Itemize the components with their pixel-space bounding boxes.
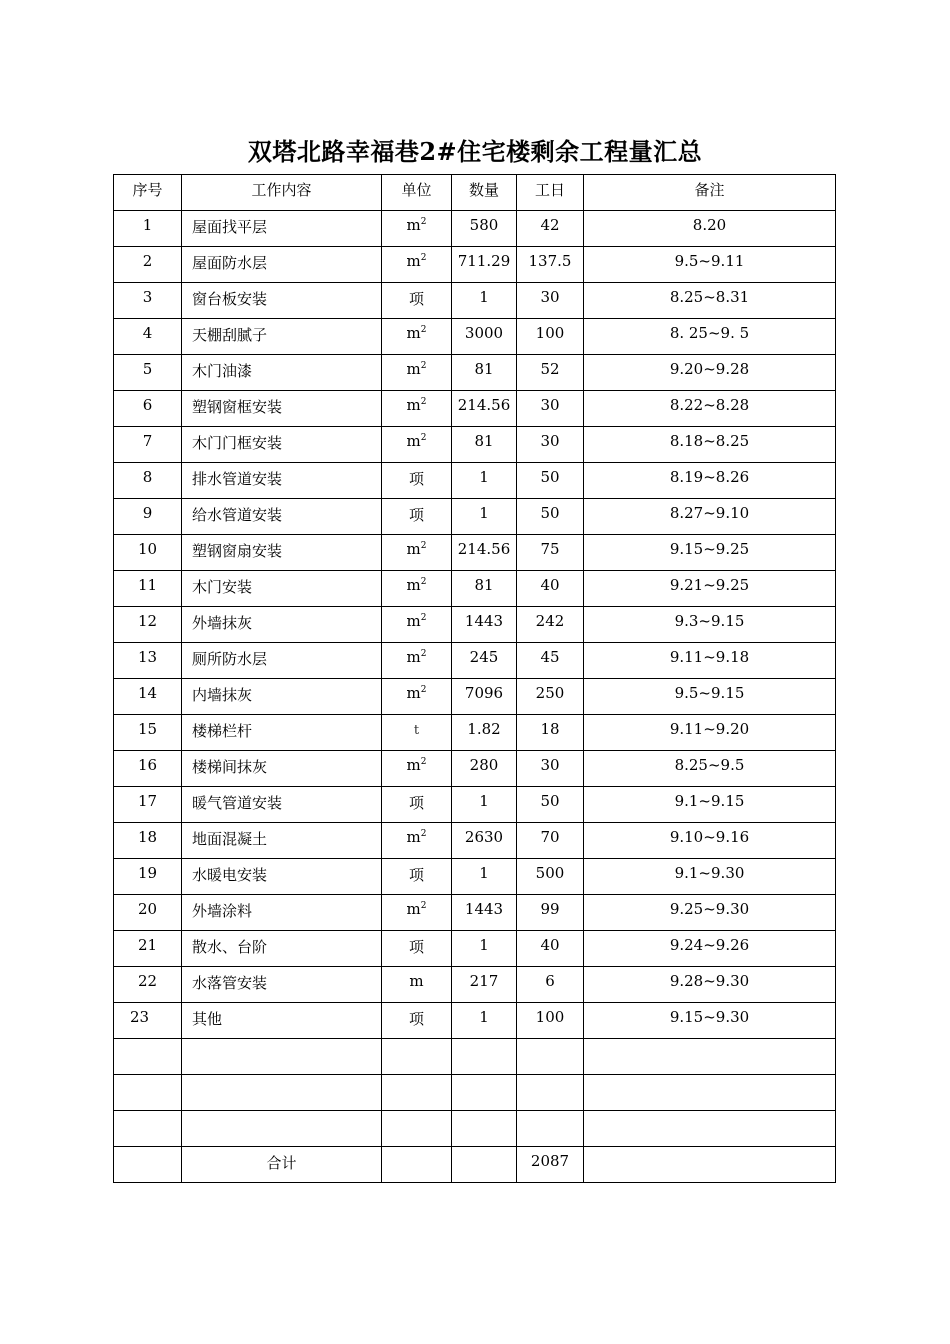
row-quantity: 1443 <box>452 895 517 931</box>
table-body <box>114 211 836 1183</box>
row-quantity: 214.56 <box>452 535 517 571</box>
empty-cell <box>517 1111 584 1147</box>
unit-text: m <box>406 396 421 414</box>
row-work-content: 其他 <box>182 1003 382 1039</box>
unit-text: m <box>406 576 421 594</box>
row-unit <box>382 283 452 319</box>
empty-cell <box>382 1075 452 1111</box>
table-row <box>114 355 836 391</box>
table-row <box>114 499 836 535</box>
row-remarks: 9.28~9.30 <box>584 967 836 1003</box>
unit-superscript: 2 <box>420 829 427 839</box>
table-row <box>114 643 836 679</box>
row-quantity: 1 <box>452 787 517 823</box>
unit-text: 项 <box>408 866 424 884</box>
row-workdays: 50 <box>517 787 584 823</box>
row-remarks: 9.24~9.26 <box>584 931 836 967</box>
row-index: 9 <box>114 499 182 535</box>
table-row <box>114 679 836 715</box>
row-unit <box>382 787 452 823</box>
row-work-content: 塑钢窗框安装 <box>182 391 382 427</box>
row-remarks: 8.25~9.5 <box>584 751 836 787</box>
table-row <box>114 787 836 823</box>
row-workdays: 40 <box>517 571 584 607</box>
row-remarks: 9.3~9.15 <box>584 607 836 643</box>
unit-text: 项 <box>408 794 424 812</box>
table-row <box>114 1003 836 1039</box>
row-quantity: 81 <box>452 355 517 391</box>
row-quantity: 580 <box>452 211 517 247</box>
total-label: 合计 <box>182 1147 382 1183</box>
row-quantity: 81 <box>452 571 517 607</box>
table-row <box>114 931 836 967</box>
row-workdays: 75 <box>517 535 584 571</box>
unit-text: m <box>406 216 421 234</box>
unit-superscript: 2 <box>420 757 427 767</box>
row-workdays: 70 <box>517 823 584 859</box>
row-index: 14 <box>114 679 182 715</box>
row-work-content: 楼梯间抹灰 <box>182 751 382 787</box>
row-index: 17 <box>114 787 182 823</box>
row-index: 15 <box>114 715 182 751</box>
row-remarks: 9.11~9.18 <box>584 643 836 679</box>
unit-superscript: 2 <box>420 397 427 407</box>
empty-cell <box>114 1039 182 1075</box>
row-unit <box>382 247 452 283</box>
row-workdays: 50 <box>517 499 584 535</box>
row-index: 8 <box>114 463 182 499</box>
row-remarks: 9.1~9.15 <box>584 787 836 823</box>
row-index: 23 <box>114 1003 182 1039</box>
row-index: 16 <box>114 751 182 787</box>
row-work-content: 屋面防水层 <box>182 247 382 283</box>
row-remarks: 9.5~9.11 <box>584 247 836 283</box>
empty-cell <box>452 1111 517 1147</box>
table-row <box>114 823 836 859</box>
row-index: 20 <box>114 895 182 931</box>
table-row <box>114 859 836 895</box>
row-quantity: 1 <box>452 283 517 319</box>
table-row <box>114 967 836 1003</box>
row-work-content: 外墙抹灰 <box>182 607 382 643</box>
row-quantity: 245 <box>452 643 517 679</box>
row-quantity: 1 <box>452 859 517 895</box>
row-index: 1 <box>114 211 182 247</box>
unit-text: m <box>406 684 421 702</box>
row-work-content: 木门油漆 <box>182 355 382 391</box>
empty-cell <box>382 1039 452 1075</box>
row-work-content: 木门安装 <box>182 571 382 607</box>
total-remarks-cell <box>584 1147 836 1183</box>
row-unit <box>382 463 452 499</box>
row-remarks: 8.27~9.10 <box>584 499 836 535</box>
row-index: 11 <box>114 571 182 607</box>
row-quantity: 1.82 <box>452 715 517 751</box>
row-unit <box>382 967 452 1003</box>
empty-row <box>114 1111 836 1147</box>
row-workdays: 250 <box>517 679 584 715</box>
row-quantity: 1 <box>452 463 517 499</box>
unit-superscript: 2 <box>420 613 427 623</box>
row-workdays: 100 <box>517 319 584 355</box>
row-unit <box>382 643 452 679</box>
row-work-content: 给水管道安装 <box>182 499 382 535</box>
empty-cell <box>182 1075 382 1111</box>
unit-superscript: 2 <box>420 361 427 371</box>
unit-text: 项 <box>408 506 424 524</box>
row-work-content: 排水管道安装 <box>182 463 382 499</box>
row-workdays: 30 <box>517 391 584 427</box>
row-remarks: 8.18~8.25 <box>584 427 836 463</box>
row-quantity: 1 <box>452 931 517 967</box>
row-remarks: 8.20 <box>584 211 836 247</box>
empty-cell <box>452 1075 517 1111</box>
empty-row <box>114 1075 836 1111</box>
row-remarks: 9.10~9.16 <box>584 823 836 859</box>
row-work-content: 木门门框安装 <box>182 427 382 463</box>
table-header-row <box>114 175 836 211</box>
empty-cell <box>182 1039 382 1075</box>
row-index: 3 <box>114 283 182 319</box>
unit-text: 项 <box>408 470 424 488</box>
row-unit <box>382 751 452 787</box>
row-index: 2 <box>114 247 182 283</box>
unit-superscript: 2 <box>420 325 427 335</box>
row-unit <box>382 355 452 391</box>
table-row <box>114 751 836 787</box>
empty-cell <box>584 1111 836 1147</box>
row-work-content: 散水、台阶 <box>182 931 382 967</box>
unit-text: 项 <box>408 938 424 956</box>
row-work-content: 地面混凝土 <box>182 823 382 859</box>
row-remarks: 8.25~8.31 <box>584 283 836 319</box>
unit-superscript: 2 <box>420 685 427 695</box>
row-quantity: 1443 <box>452 607 517 643</box>
row-index: 19 <box>114 859 182 895</box>
row-work-content: 水落管安装 <box>182 967 382 1003</box>
empty-row <box>114 1039 836 1075</box>
row-unit <box>382 211 452 247</box>
row-work-content: 内墙抹灰 <box>182 679 382 715</box>
row-quantity: 280 <box>452 751 517 787</box>
row-unit <box>382 391 452 427</box>
row-remarks: 8. 25~9. 5 <box>584 319 836 355</box>
row-workdays: 18 <box>517 715 584 751</box>
row-unit <box>382 499 452 535</box>
row-workdays: 42 <box>517 211 584 247</box>
row-workdays: 30 <box>517 751 584 787</box>
row-index: 13 <box>114 643 182 679</box>
row-unit <box>382 679 452 715</box>
row-unit <box>382 931 452 967</box>
row-unit <box>382 895 452 931</box>
row-workdays: 6 <box>517 967 584 1003</box>
row-work-content: 楼梯栏杆 <box>182 715 382 751</box>
row-workdays: 50 <box>517 463 584 499</box>
header-work-content: 工作内容 <box>182 175 382 211</box>
row-index: 10 <box>114 535 182 571</box>
total-quantity-cell <box>452 1147 517 1183</box>
row-remarks: 8.22~8.28 <box>584 391 836 427</box>
row-quantity: 81 <box>452 427 517 463</box>
total-index-cell <box>114 1147 182 1183</box>
row-quantity: 217 <box>452 967 517 1003</box>
row-unit <box>382 571 452 607</box>
unit-superscript: 2 <box>420 541 427 551</box>
row-work-content: 天棚刮腻子 <box>182 319 382 355</box>
row-work-content: 水暖电安装 <box>182 859 382 895</box>
table-row <box>114 211 836 247</box>
unit-text: m <box>406 756 421 774</box>
row-workdays: 500 <box>517 859 584 895</box>
table-row <box>114 391 836 427</box>
empty-cell <box>584 1039 836 1075</box>
total-unit-cell <box>382 1147 452 1183</box>
row-work-content: 窗台板安装 <box>182 283 382 319</box>
row-remarks: 9.5~9.15 <box>584 679 836 715</box>
unit-superscript: 2 <box>420 901 427 911</box>
unit-text: t <box>413 723 420 738</box>
table-row <box>114 715 836 751</box>
unit-text: m <box>406 324 421 342</box>
row-index: 21 <box>114 931 182 967</box>
row-unit <box>382 427 452 463</box>
row-work-content: 外墙涂料 <box>182 895 382 931</box>
row-quantity: 1 <box>452 499 517 535</box>
unit-text: m <box>406 432 421 450</box>
empty-cell <box>114 1111 182 1147</box>
row-index: 7 <box>114 427 182 463</box>
unit-text: m <box>406 252 421 270</box>
header-unit: 单位 <box>382 175 452 211</box>
row-index: 22 <box>114 967 182 1003</box>
unit-superscript: 2 <box>420 649 427 659</box>
table-row <box>114 427 836 463</box>
row-workdays: 30 <box>517 283 584 319</box>
row-remarks: 9.25~9.30 <box>584 895 836 931</box>
unit-superscript: 2 <box>420 253 427 263</box>
row-work-content: 厕所防水层 <box>182 643 382 679</box>
row-work-content: 暖气管道安装 <box>182 787 382 823</box>
row-quantity: 214.56 <box>452 391 517 427</box>
table-row <box>114 895 836 931</box>
row-work-content: 塑钢窗扇安装 <box>182 535 382 571</box>
unit-superscript: 2 <box>420 217 427 227</box>
row-remarks: 9.15~9.30 <box>584 1003 836 1039</box>
row-remarks: 9.1~9.30 <box>584 859 836 895</box>
empty-cell <box>517 1039 584 1075</box>
row-workdays: 52 <box>517 355 584 391</box>
table-row <box>114 463 836 499</box>
table-row <box>114 319 836 355</box>
header-quantity: 数量 <box>452 175 517 211</box>
row-quantity: 1 <box>452 1003 517 1039</box>
empty-cell <box>382 1111 452 1147</box>
row-unit <box>382 823 452 859</box>
row-remarks: 9.20~9.28 <box>584 355 836 391</box>
unit-superscript: 2 <box>420 433 427 443</box>
empty-cell <box>584 1075 836 1111</box>
unit-text: m <box>406 612 421 630</box>
row-unit <box>382 535 452 571</box>
row-workdays: 40 <box>517 931 584 967</box>
row-remarks: 9.21~9.25 <box>584 571 836 607</box>
total-row <box>114 1147 836 1183</box>
row-workdays: 242 <box>517 607 584 643</box>
table-row <box>114 283 836 319</box>
row-workdays: 100 <box>517 1003 584 1039</box>
row-quantity: 3000 <box>452 319 517 355</box>
unit-superscript: 2 <box>420 577 427 587</box>
document-title: 双塔北路幸福巷2#住宅楼剩余工程量汇总 <box>247 137 703 166</box>
row-workdays: 45 <box>517 643 584 679</box>
row-workdays: 99 <box>517 895 584 931</box>
table-row <box>114 607 836 643</box>
row-unit <box>382 1003 452 1039</box>
table-row <box>114 571 836 607</box>
unit-text: m <box>406 900 421 918</box>
row-remarks: 9.15~9.25 <box>584 535 836 571</box>
total-workdays: 2087 <box>517 1147 584 1183</box>
empty-cell <box>517 1075 584 1111</box>
empty-cell <box>114 1075 182 1111</box>
row-quantity: 711.29 <box>452 247 517 283</box>
unit-text: m <box>406 648 421 666</box>
empty-cell <box>452 1039 517 1075</box>
row-workdays: 137.5 <box>517 247 584 283</box>
row-workdays: 30 <box>517 427 584 463</box>
table-row <box>114 247 836 283</box>
unit-text: m <box>406 360 421 378</box>
header-workdays: 工日 <box>517 175 584 211</box>
row-quantity: 7096 <box>452 679 517 715</box>
row-remarks: 9.11~9.20 <box>584 715 836 751</box>
unit-text: m <box>409 972 424 990</box>
row-remarks: 8.19~8.26 <box>584 463 836 499</box>
empty-cell <box>182 1111 382 1147</box>
header-remarks: 备注 <box>584 175 836 211</box>
row-unit <box>382 319 452 355</box>
row-index: 4 <box>114 319 182 355</box>
row-index: 12 <box>114 607 182 643</box>
work-quantity-table <box>113 174 836 1183</box>
row-index: 5 <box>114 355 182 391</box>
row-work-content: 屋面找平层 <box>182 211 382 247</box>
unit-text: m <box>406 540 421 558</box>
row-index: 6 <box>114 391 182 427</box>
row-unit <box>382 715 452 751</box>
row-unit <box>382 859 452 895</box>
unit-text: 项 <box>408 1010 424 1028</box>
row-index: 18 <box>114 823 182 859</box>
row-quantity: 2630 <box>452 823 517 859</box>
table-row <box>114 535 836 571</box>
unit-text: 项 <box>408 290 424 308</box>
header-index: 序号 <box>114 175 182 211</box>
unit-text: m <box>406 828 421 846</box>
row-unit <box>382 607 452 643</box>
